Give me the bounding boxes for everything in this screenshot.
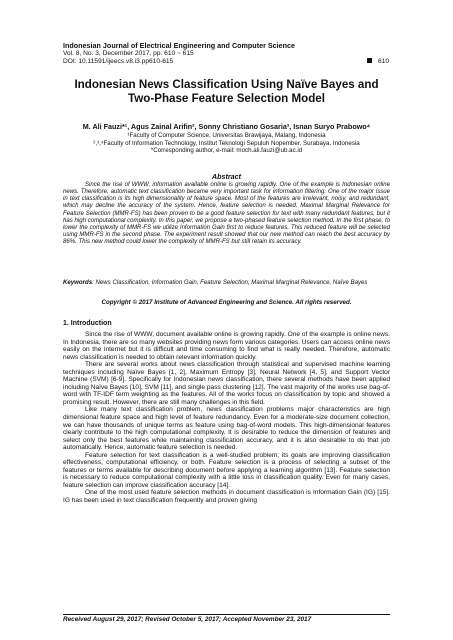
affiliation-2: ²,³,⁴Faculty of Information Technology, Institut Teknologi Sepuluh Nopember, Surabaya, Indonesia: [93, 139, 360, 147]
received-dates: Received August 29, 2017; Revised October 5, 2017; Accepted November 23, 2017: [63, 616, 312, 623]
abstract-text: Since the rise of WWW, information available online is growing rapidly. One of the example is Indonesian online news. Therefore, automatic text classification became very important task for information filtering. One of the major issue in text classification is its high dimensionality of feature space. Most of the features are irrelevant, noisy, and redundant, which may decline the accuracy of the system. Hence, feature selection is needed. Maximal Marginal Relevance for Feature Selection (MMR-FS) has been proven to be a good feature selection for text with many redundant features, but it has high computational complexity. In this paper, we propose a two-phased feature selection method. In the first phase, to lower the complexity of MMR-FS we utilize Information Gain first to reduce features. This reduced feature will be selected using MMR-FS in the second phase. The experiment result showed that our new method can reach the best accuracy by 86%. This new method could lower the complexity of MMR-FS but still retain its accuracy.: [63, 182, 390, 246]
footer-rule: [63, 614, 390, 615]
keywords-text: : News Classification, Information Gain, Feature Selection, Maximal Marginal Relevance, Naïve Bayes: [92, 279, 368, 286]
journal-header: [63, 41, 393, 67]
paragraph: There are several works about news classification through statistical and supervised machine learning techniques including Naïve Bayes [1, 2], Maximum Entropy [3], Neural Network [4, 5], and Support Vector Machine (SVM) [6-9]. Specifically for Indonesian news classification, there several methods have been applied including Naïve Bayes [10], SVM [11], and single pass clustering [12]. The vast majority of the works use bag-of-word with TF-IDF term weighting as the features. All of the works focus on classification by topic and showed a promising result. However, there are still many challenges in this field.: [63, 361, 390, 406]
copyright-notice: Copyright © 2017 Institute of Advanced Engineering and Science. All rights reserved.: [101, 299, 352, 306]
paragraph: One of the most used feature selection methods in document classification is Information Gain (IG) [15]. IG has been used in text classification frequently and proven giving: [63, 489, 390, 505]
page-number: [367, 58, 389, 65]
doi: DOI: 10.11591/ijeecs.v8.i3.pp610-615: [63, 58, 174, 66]
paragraph: Feature selection for text classification is a well-studied problem; its goals are improving classification effectiveness, computational efficiency, or both. Feature selection is a process of selecting a subset of the features or terms available for describing document before applying a learning algorithm [13]. Feature selection is necessary to reduce computational complexity with a little loss in classification quality. Even for many cases, feature selection can improve classification accuracy [14].: [63, 451, 390, 489]
paragraph: Since the rise of WWW, document available online is growing rapidly. One of the example is online news. In Indonesia, there are so many websites providing news form various categories. Users can access online news easily on the internet but it is difficult and time consuming to find what is really needed. Therefore, automatic news classification is needed to obtain relevant information quickly.: [63, 331, 390, 361]
paper-title: Indonesian News Classification Using Naïve Bayes and Two-Phase Feature Selection Model: [74, 78, 379, 106]
section-heading: 1. Introduction: [63, 320, 112, 327]
keywords: [63, 279, 390, 286]
affiliations: [63, 132, 390, 155]
journal-name: Indonesian Journal of Electrical Engineering and Computer Science: [63, 41, 296, 50]
paragraph: Like many text classification problem, news classification problems major characteristics are high dimensional feature space and high level of feature redundancy. Even for a moderate-size document collection, we can have thousands of unique terms as feature using bag-of-word models. This high-dimensional features clearly contribute to the high computational complexity. It is desirable to reduce the dimension of features and select only the best features while maintaining classification accuracy, and it is also desirable to do that job automatically. Hence, automatic feature selection is needed.: [63, 406, 390, 452]
corresponding-author: *Corresponding author, e-mail: moch.ali.fauzi@ub.ac.id: [150, 147, 303, 155]
page-number-value: 610: [377, 58, 389, 65]
abstract-heading: Abstract: [211, 172, 242, 181]
section-body: [63, 331, 390, 505]
square-bullet-icon: [367, 58, 372, 63]
volume-info: Vol. 8, No. 3, December 2017, pp. 610 ~ 615: [63, 50, 194, 57]
keywords-label: Keywords: [63, 279, 93, 286]
affiliation-1: ¹Faculty of Computer Science, Universitas Brawijaya, Malang, Indonesia: [127, 132, 326, 139]
author-list: M. Ali Fauzi*¹, Agus Zainal Arifin², Sonny Christiano Gosaria³, Isnan Suryo Prabowo⁴: [82, 122, 371, 131]
